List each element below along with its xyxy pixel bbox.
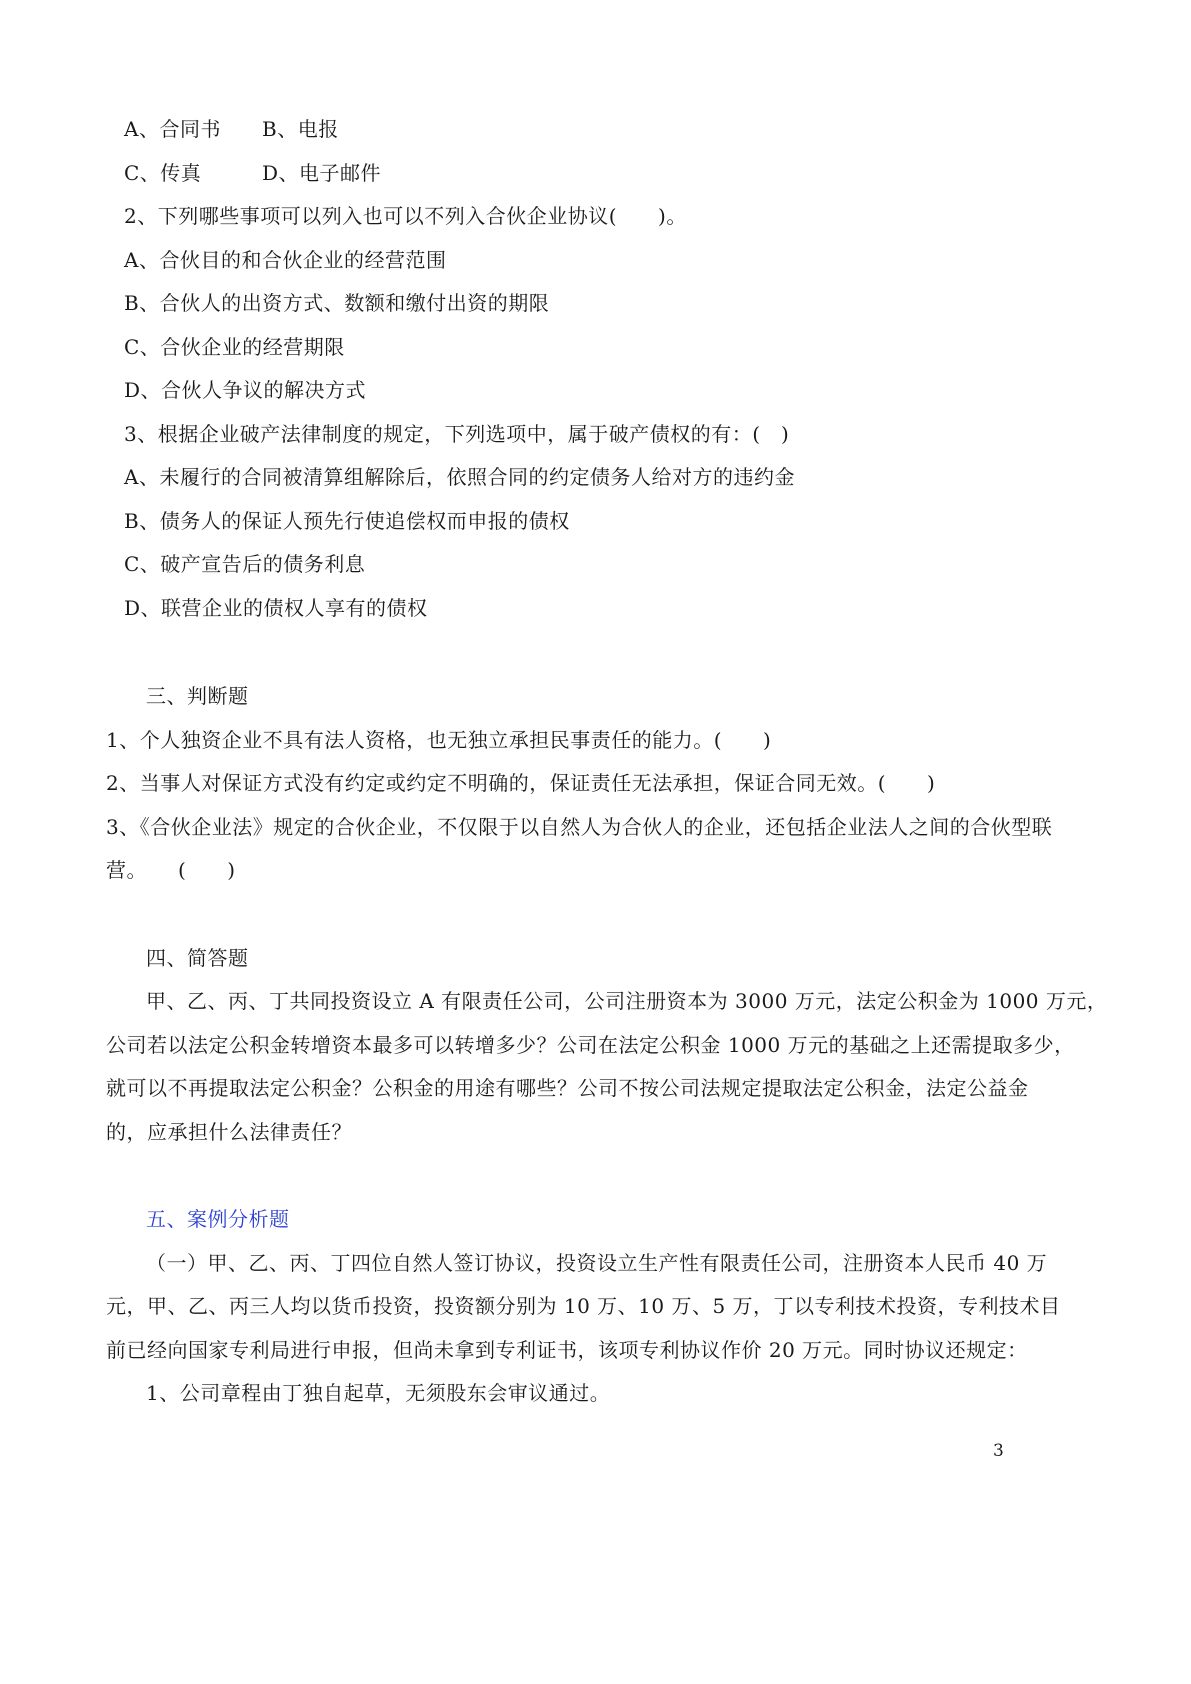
section3-item-3-line-1: 3、《合伙企业法》规定的合伙企业，不仅限于以自然人为合伙人的企业，还包括企业法人之间的合伙型联	[106, 815, 1053, 839]
section4-line-3: 就可以不再提取法定公积金？公积金的用途有哪些？公司不按公司法规定提取法定公积金，法定公益金	[106, 1076, 1029, 1100]
q1-option-a: A、合同书	[124, 117, 221, 141]
q2-option-a: A、合伙目的和合伙企业的经营范围	[124, 248, 447, 272]
section5-line-2: 元，甲、乙、丙三人均以货币投资，投资额分别为 10 万、10 万、5 万，丁以专利技术投资，专利技术目	[106, 1294, 1061, 1318]
q3-option-d: D、联营企业的债权人享有的债权	[124, 596, 428, 620]
section4-line-1: 甲、乙、丙、丁共同投资设立 A 有限责任公司，公司注册资本为 3000 万元，法定公积金为 1000 万元，	[146, 989, 1108, 1013]
section5-line-4: 1、公司章程由丁独自起草，无须股东会审议通过。	[146, 1381, 611, 1405]
section3-item-2: 2、当事人对保证方式没有约定或约定不明确的，保证责任无法承担，保证合同无效。( )	[106, 771, 936, 795]
section4-line-2: 公司若以法定公积金转增资本最多可以转增多少？公司在法定公积金 1000 万元的基础之上还需提取多少，	[106, 1033, 1075, 1057]
section4-line-4: 的，应承担什么法律责任？	[106, 1120, 352, 1144]
q1-option-d: D、电子邮件	[262, 161, 382, 185]
section3-item-1: 1、个人独资企业不具有法人资格，也无独立承担民事责任的能力。( )	[106, 728, 772, 752]
q2-option-d: D、合伙人争议的解决方式	[124, 378, 367, 402]
q3-stem: 3、根据企业破产法律制度的规定，下列选项中，属于破产债权的有：( )	[124, 422, 790, 446]
q3-option-a: A、未履行的合同被清算组解除后，依照合同的约定债务人给对方的违约金	[124, 465, 795, 489]
section5-title: 五、案例分析题	[146, 1207, 290, 1231]
q1-option-b: B、电报	[262, 117, 339, 141]
q2-option-b: B、合伙人的出资方式、数额和缴付出资的期限	[124, 291, 550, 315]
q1-option-c: C、传真	[124, 161, 202, 185]
section3-item-3-line-2: 营。 ( )	[106, 858, 236, 882]
section3-title: 三、判断题	[146, 684, 249, 708]
section5-line-3: 前已经向国家专利局进行申报，但尚未拿到专利证书，该项专利协议作价 20 万元。同时协议还规定：	[106, 1338, 1028, 1362]
q3-option-c: C、破产宣告后的债务利息	[124, 552, 366, 576]
q3-option-b: B、债务人的保证人预先行使追偿权而申报的债权	[124, 509, 570, 533]
q2-stem: 2、下列哪些事项可以列入也可以不列入合伙企业协议( )。	[124, 204, 687, 228]
page-number: 3	[993, 1441, 1004, 1461]
q2-option-c: C、合伙企业的经营期限	[124, 335, 345, 359]
section5-line-1: （一）甲、乙、丙、丁四位自然人签订协议，投资设立生产性有限责任公司，注册资本人民币 40 万	[146, 1251, 1048, 1275]
section4-title: 四、简答题	[146, 946, 249, 970]
